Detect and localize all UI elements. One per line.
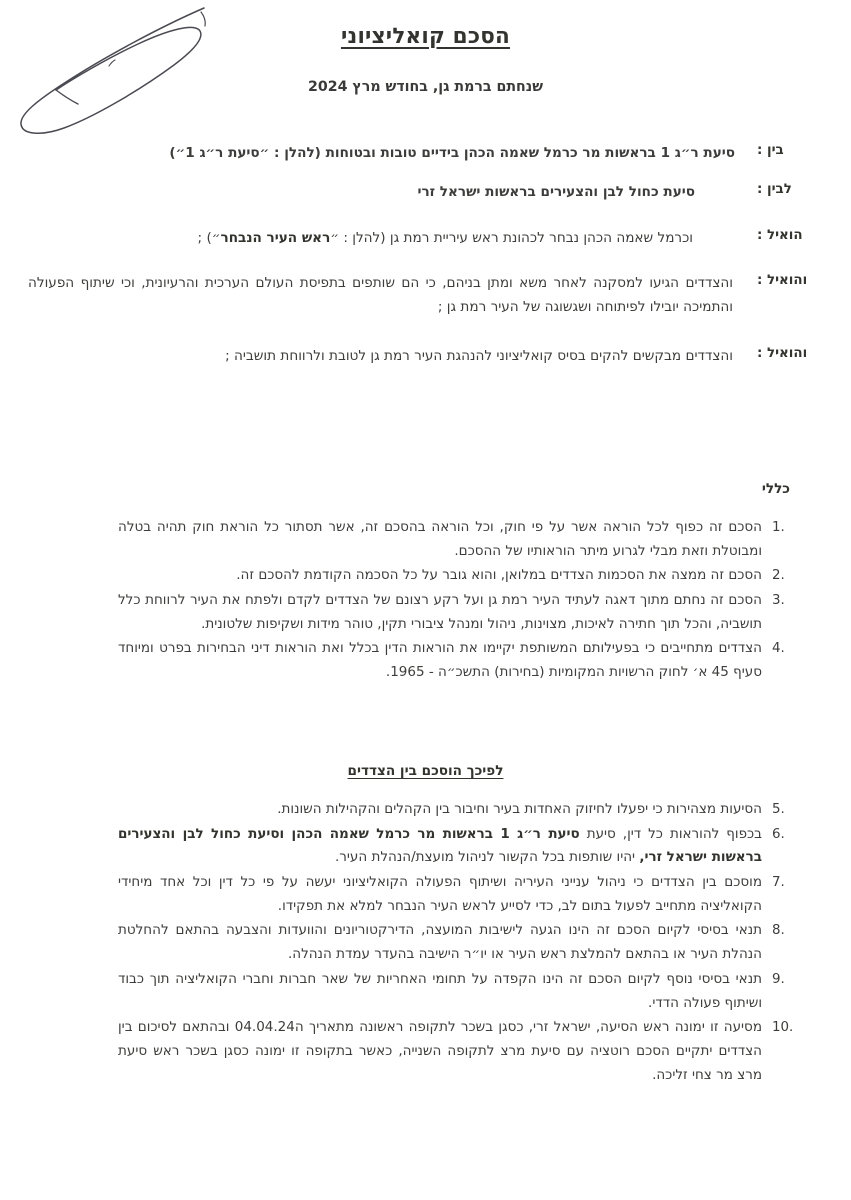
clause-text bbox=[118, 823, 766, 870]
clause-text: הסיעות מצהירות כי יפעלו לחיזוק האחדות בעיר וחיבור בין הקהלים והקהילות השונות. bbox=[277, 801, 762, 817]
whereas-text-1 bbox=[28, 227, 757, 250]
clause-text: תנאי בסיסי נוסף לקיום הסכם זה הינו הקפדה על תחומי האחריות של שאר חברות וחברי הקואליציה תוך כבוד ושיתוף פעולה הדדי. bbox=[118, 970, 762, 1011]
clause-number: 1. bbox=[772, 520, 785, 535]
whereas-label-1: הואיל : bbox=[757, 227, 803, 243]
clause-item bbox=[118, 589, 806, 636]
section-heading-general: כללי bbox=[761, 481, 790, 497]
whereas-row-1 bbox=[28, 227, 823, 250]
page-title: הסכם קואליציוני bbox=[340, 24, 511, 49]
clause-number: 3. bbox=[772, 593, 785, 609]
section-heading-agreed-text: לפיכך הוסכם בין הצדדים bbox=[347, 763, 504, 779]
clause-number: 9. bbox=[772, 971, 785, 987]
clause-number: 4. bbox=[772, 641, 785, 657]
clause-text: מסיעה זו ימונה ראש הסיעה, ישראל זרי, כסגן בשכר לתקופה ראשונה מתאריך ה04.04.24 ובהתאם לסיכום בין הצדדים יתקיים הסכם רוטציה עם סיעת מרצ לתקופה השנייה, כאשר בתקופה זו ימונה כסגן בשכר ראש סיעת מרצ מר צחי זליכה. bbox=[118, 1019, 762, 1083]
clause-text: הצדדים מתחייבים כי בפעילותם המשותפת יקיימו את הוראות הדין בכלל ואת הוראות דיני הבחירות בפרט ומיוחד סעיף 45 א׳ לחוק הרשויות המקומיות (בחירות) התשכ״ה - 1965. bbox=[118, 640, 762, 681]
party-label-and-between: לבין : bbox=[757, 182, 792, 198]
title-block bbox=[0, 24, 851, 95]
section-heading-agreed bbox=[0, 763, 851, 779]
clause-item bbox=[118, 564, 806, 588]
clause-item bbox=[118, 637, 806, 684]
clause-item bbox=[118, 798, 806, 822]
whereas-text-3: והצדדים מבקשים להקים בסיס קואליציוני להנהגת העיר רמת גן לטובת ולרווחת תושביה ; bbox=[225, 347, 733, 364]
clause-text-bold: סיעת ר״ג 1 בראשות מר כרמל שאמה הכהן וסיעת כחול לבן והצעירים בראשות ישראל זרי, bbox=[118, 825, 762, 866]
clause-item bbox=[118, 823, 806, 870]
clause-number: 7. bbox=[772, 875, 785, 891]
party-text-between: סיעת ר״ג 1 בראשות מר כרמל שאמה הכהן בידיים טובות ובטוחות (להלן : ״סיעת ר״ג 1״) bbox=[169, 145, 735, 161]
page-subtitle: שנחתם ברמת גן, בחודש מרץ 2024 bbox=[307, 78, 543, 95]
whereas-row-3 bbox=[28, 345, 823, 368]
clause-item bbox=[118, 1016, 806, 1087]
clause-list-general bbox=[118, 516, 806, 686]
whereas-label-3: והואיל : bbox=[757, 345, 808, 361]
clause-number: 2. bbox=[772, 568, 785, 584]
clause-item bbox=[118, 919, 806, 966]
clause-text: הסכם זה כפוף לכל הוראה אשר על פי חוק, וכל הוראה בהסכם זה, אשר תסתור כל הוראת חוק תהיה בטלה ומבוטלת וזאת מבלי לגרוע מיתר הוראותיו של ההסכם. bbox=[118, 519, 762, 559]
party-row-between bbox=[28, 142, 823, 165]
party-text-and-between: סיעת כחול לבן והצעירים בראשות ישראל זרי bbox=[417, 184, 695, 201]
whereas-text-1-before: וכרמל שאמה הכהן נבחר לכהונת ראש עיריית רמת גן (להלן : ״ bbox=[330, 229, 693, 246]
clause-item bbox=[118, 871, 806, 918]
party-label-between: בין : bbox=[757, 143, 784, 158]
clause-number: 5. bbox=[772, 802, 785, 817]
whereas-text-1-after: ״) ; bbox=[197, 229, 221, 246]
whereas-label-2: והואיל : bbox=[757, 273, 808, 289]
clause-text: מוסכם בין הצדדים כי ניהול ענייני העיריה ושיתוף הפעולה הקואליציוני יעשה על פי כל דין וכל אחד מיחידי הקואליציה מתחייב לפעול בתום לב, כדי לסייע לראש העיר הנבחר למלא את תפקידו. bbox=[118, 874, 762, 914]
whereas-text-2: והצדדים הגיעו למסקנה לאחר משא ומתן בניהם, כי הם שותפים בתפיסת העולם הערכית והרעיונית, וכי שיתוף הפעולה והתמיכה יובילו לפיתוחה ושגשוגה של העיר רמת גן ; bbox=[28, 275, 733, 315]
clause-list-agreed bbox=[118, 798, 806, 1088]
clause-number: 8. bbox=[772, 923, 785, 939]
clause-item bbox=[118, 968, 806, 1015]
clause-text-before: בכפוף להוראות כל דין, סיעת bbox=[579, 825, 762, 842]
party-row-and-between bbox=[28, 181, 823, 204]
clause-number: 10. bbox=[772, 1020, 794, 1036]
whereas-row-2 bbox=[28, 272, 823, 319]
clause-text: תנאי בסיסי לקיום הסכם זה הינו הגעה לישיבות המועצה, הדירקטוריונים והוועדות והצבעה בהתאם להחלטת הנהלת העיר או בהתאם להמלצת ראש העיר או יו״ר הישיבה בהעדר עמדת הנהלה. bbox=[118, 922, 762, 963]
clause-number: 6. bbox=[772, 826, 785, 842]
clause-text: הסכם זה ממצה את הסכמות הצדדים במלואן, והוא גובר על כל הסכמה הקודמת להסכם זה. bbox=[236, 567, 762, 584]
clause-item bbox=[118, 516, 806, 563]
whereas-text-1-bold: ראש העיר הנבחר bbox=[220, 229, 331, 246]
clause-text-after: יהיו שותפות בכל הקשור לניהול מועצת/הנהלת העיר. bbox=[335, 849, 640, 866]
preamble-rows bbox=[28, 142, 823, 384]
clause-text: הסכם זה נחתם מתוך דאגה לעתיד העיר רמת גן ועל רקע רצונם של הצדדים לקדם ולפתח את העיר לרווחת כלל תושביה, והכל תוך חתירה לאיכות, מצוינות, ניהול ומנהל ציבורי תקין, טוהר מידות ושקיפות שלטונית. bbox=[118, 592, 762, 632]
